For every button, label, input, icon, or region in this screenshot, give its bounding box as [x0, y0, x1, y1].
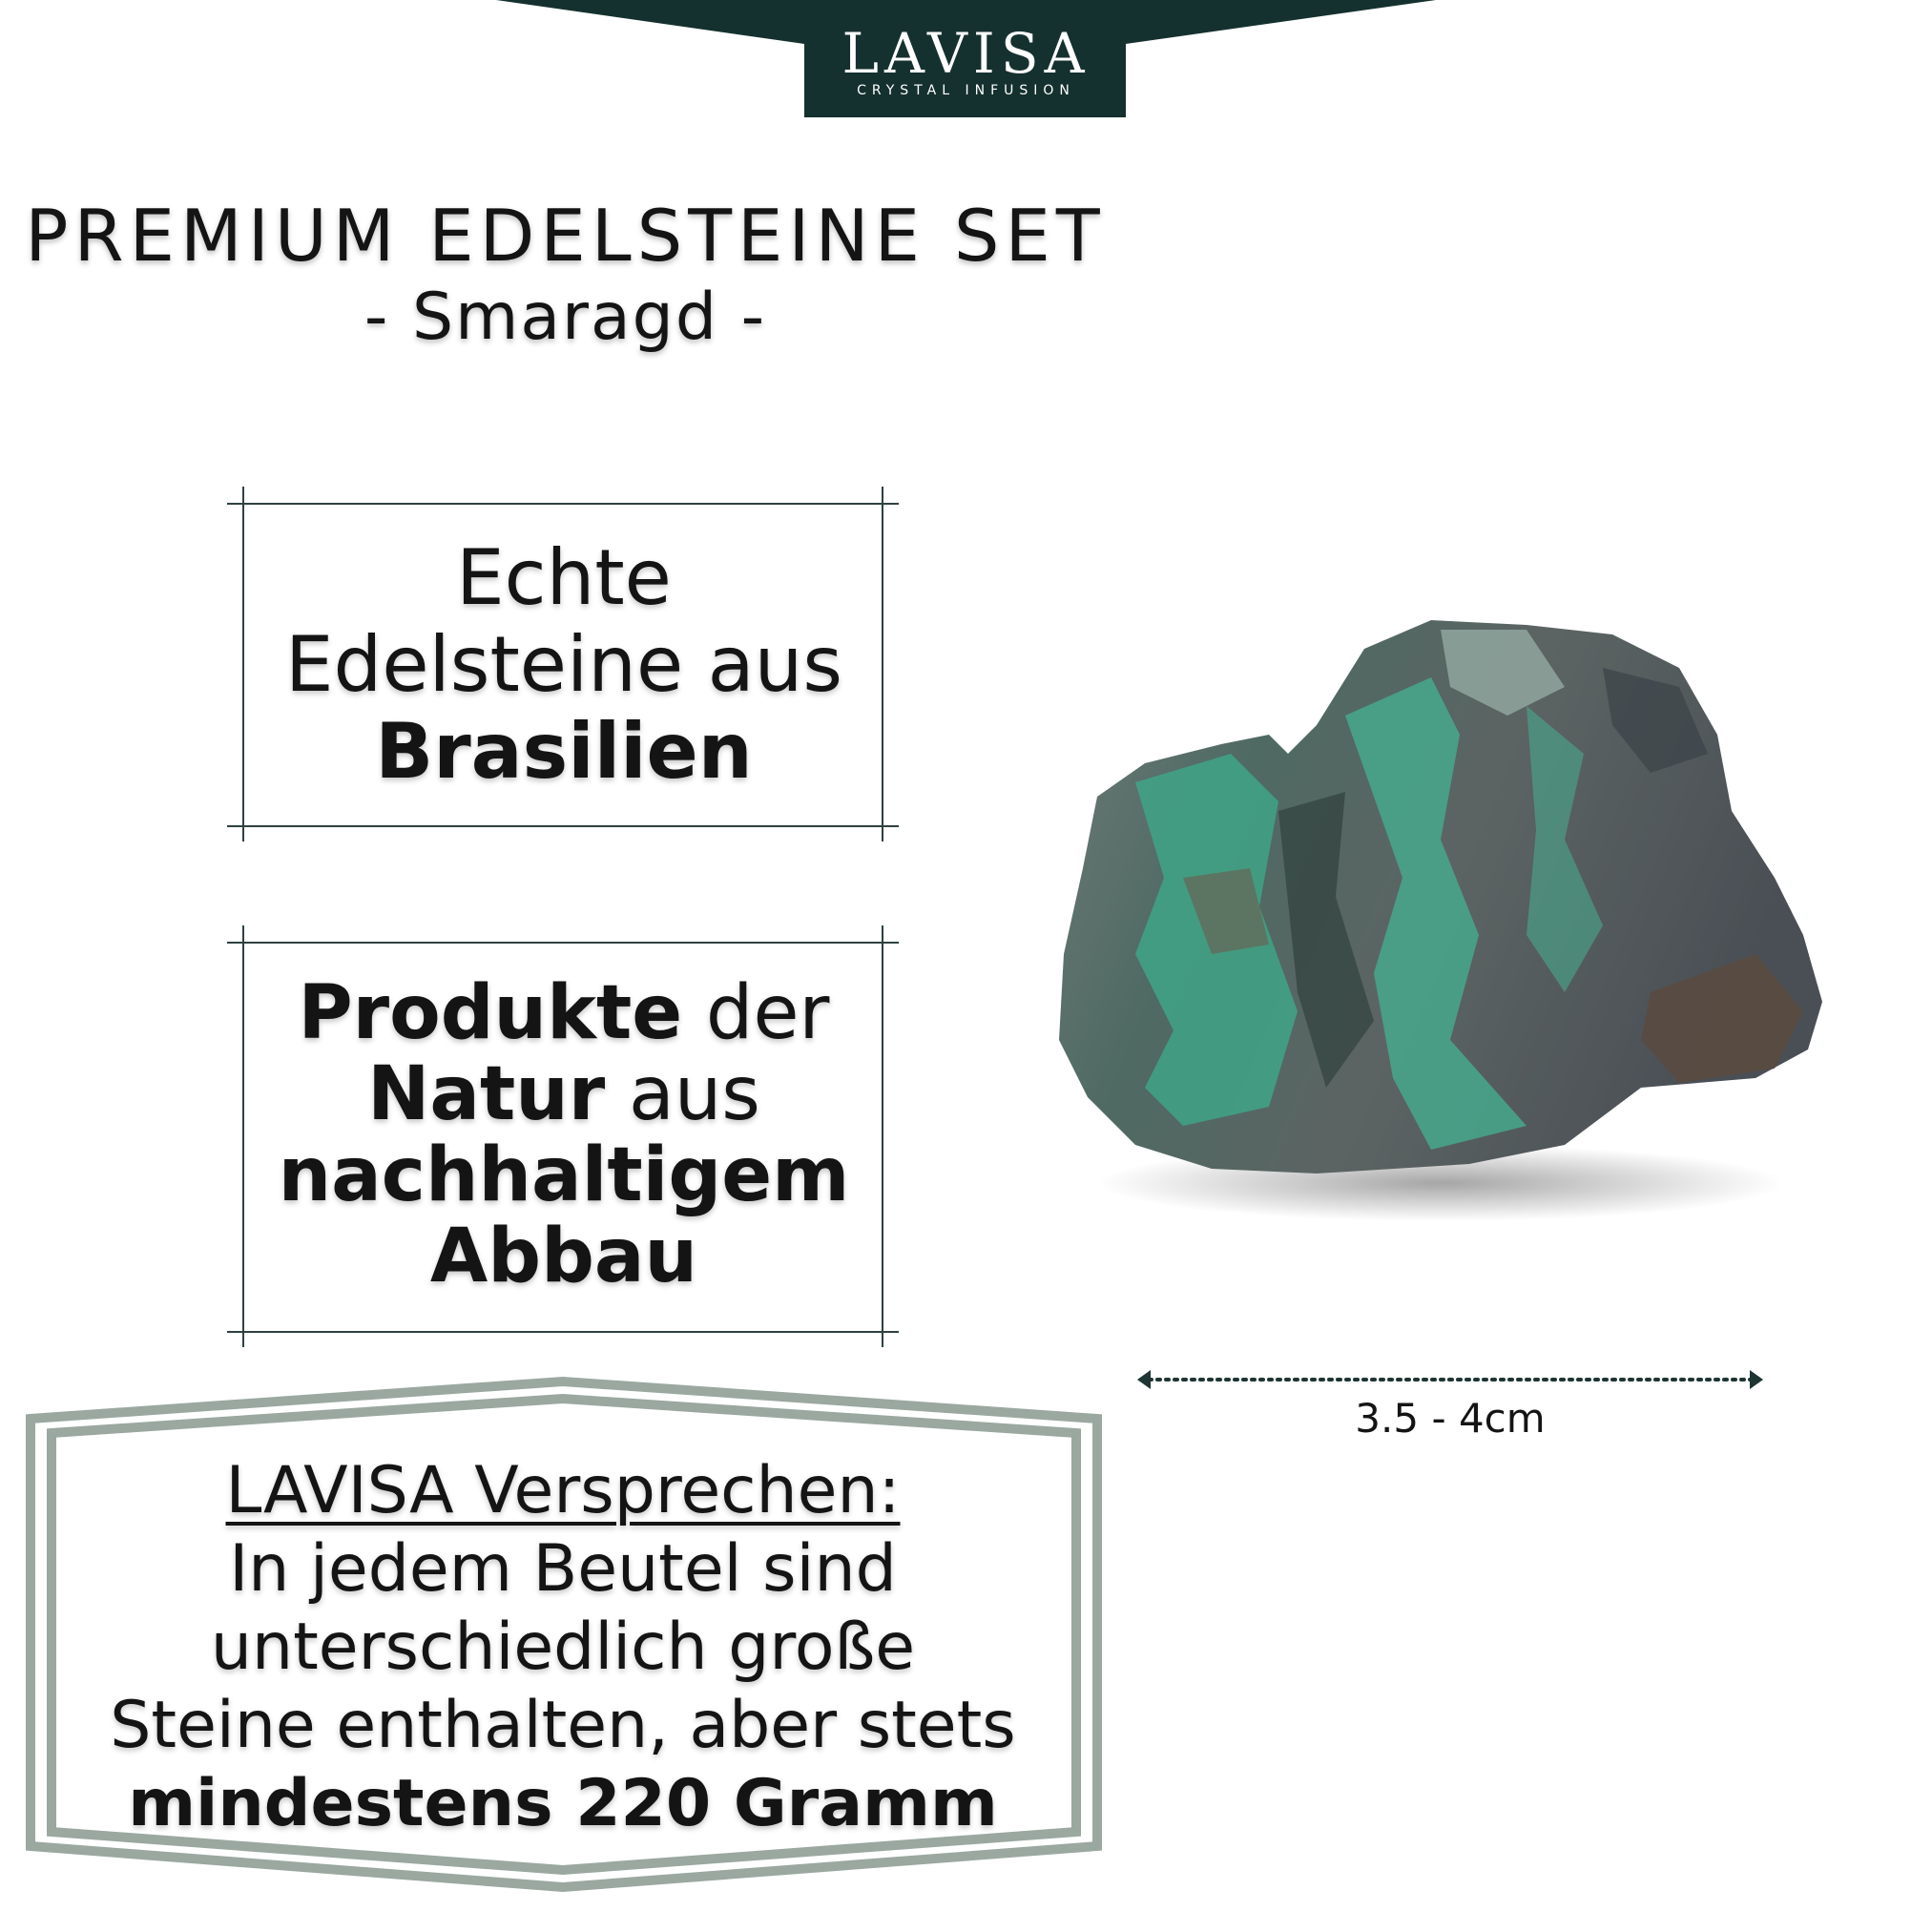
nature-line-4: Abbau [429, 1214, 698, 1299]
dimension-label: 3.5 - 4cm [1355, 1395, 1546, 1442]
nature-bold-natur: Natur [367, 1051, 606, 1137]
frame-line [227, 825, 899, 827]
nature-rest-1: der [682, 970, 830, 1056]
promise-line-4: mindestens 220 Gramm [128, 1766, 998, 1841]
frame-line [227, 503, 899, 505]
info-box-nature-text [243, 970, 884, 1299]
origin-line-2: Edelsteine aus [284, 620, 843, 709]
origin-line-3: Brasilien [375, 707, 753, 796]
page-subtitle: - Smaragd - [364, 280, 767, 355]
top-banner [0, 0, 1932, 124]
origin-line-1: Echte [456, 533, 672, 622]
nature-line-2 [243, 1051, 884, 1137]
brand-tagline: CRYSTAL INFUSION [857, 83, 1075, 98]
promise-line-1: In jedem Beutel sind [229, 1531, 897, 1607]
brand-logo: LAVISA [841, 21, 1091, 86]
frame-line [227, 1331, 899, 1333]
nature-rest-2: aus [605, 1051, 760, 1137]
promise-heading: LAVISA Versprechen: [225, 1453, 901, 1528]
page-title: PREMIUM EDELSTEINE SET [25, 194, 1106, 278]
nature-line-1 [243, 970, 884, 1056]
promise-text [67, 1452, 1059, 1843]
raw-emerald-stone-image [1030, 592, 1870, 1240]
dimension-arrow [1135, 1366, 1765, 1393]
nature-bold-products: Produkte [298, 970, 683, 1056]
info-box-origin-text [243, 534, 884, 795]
promise-line-2: unterschiedlich große [210, 1610, 916, 1685]
promise-line-3: Steine enthalten, aber stets [110, 1688, 1016, 1763]
nature-line-3: nachhaltigem [278, 1132, 850, 1218]
frame-line [227, 942, 899, 944]
